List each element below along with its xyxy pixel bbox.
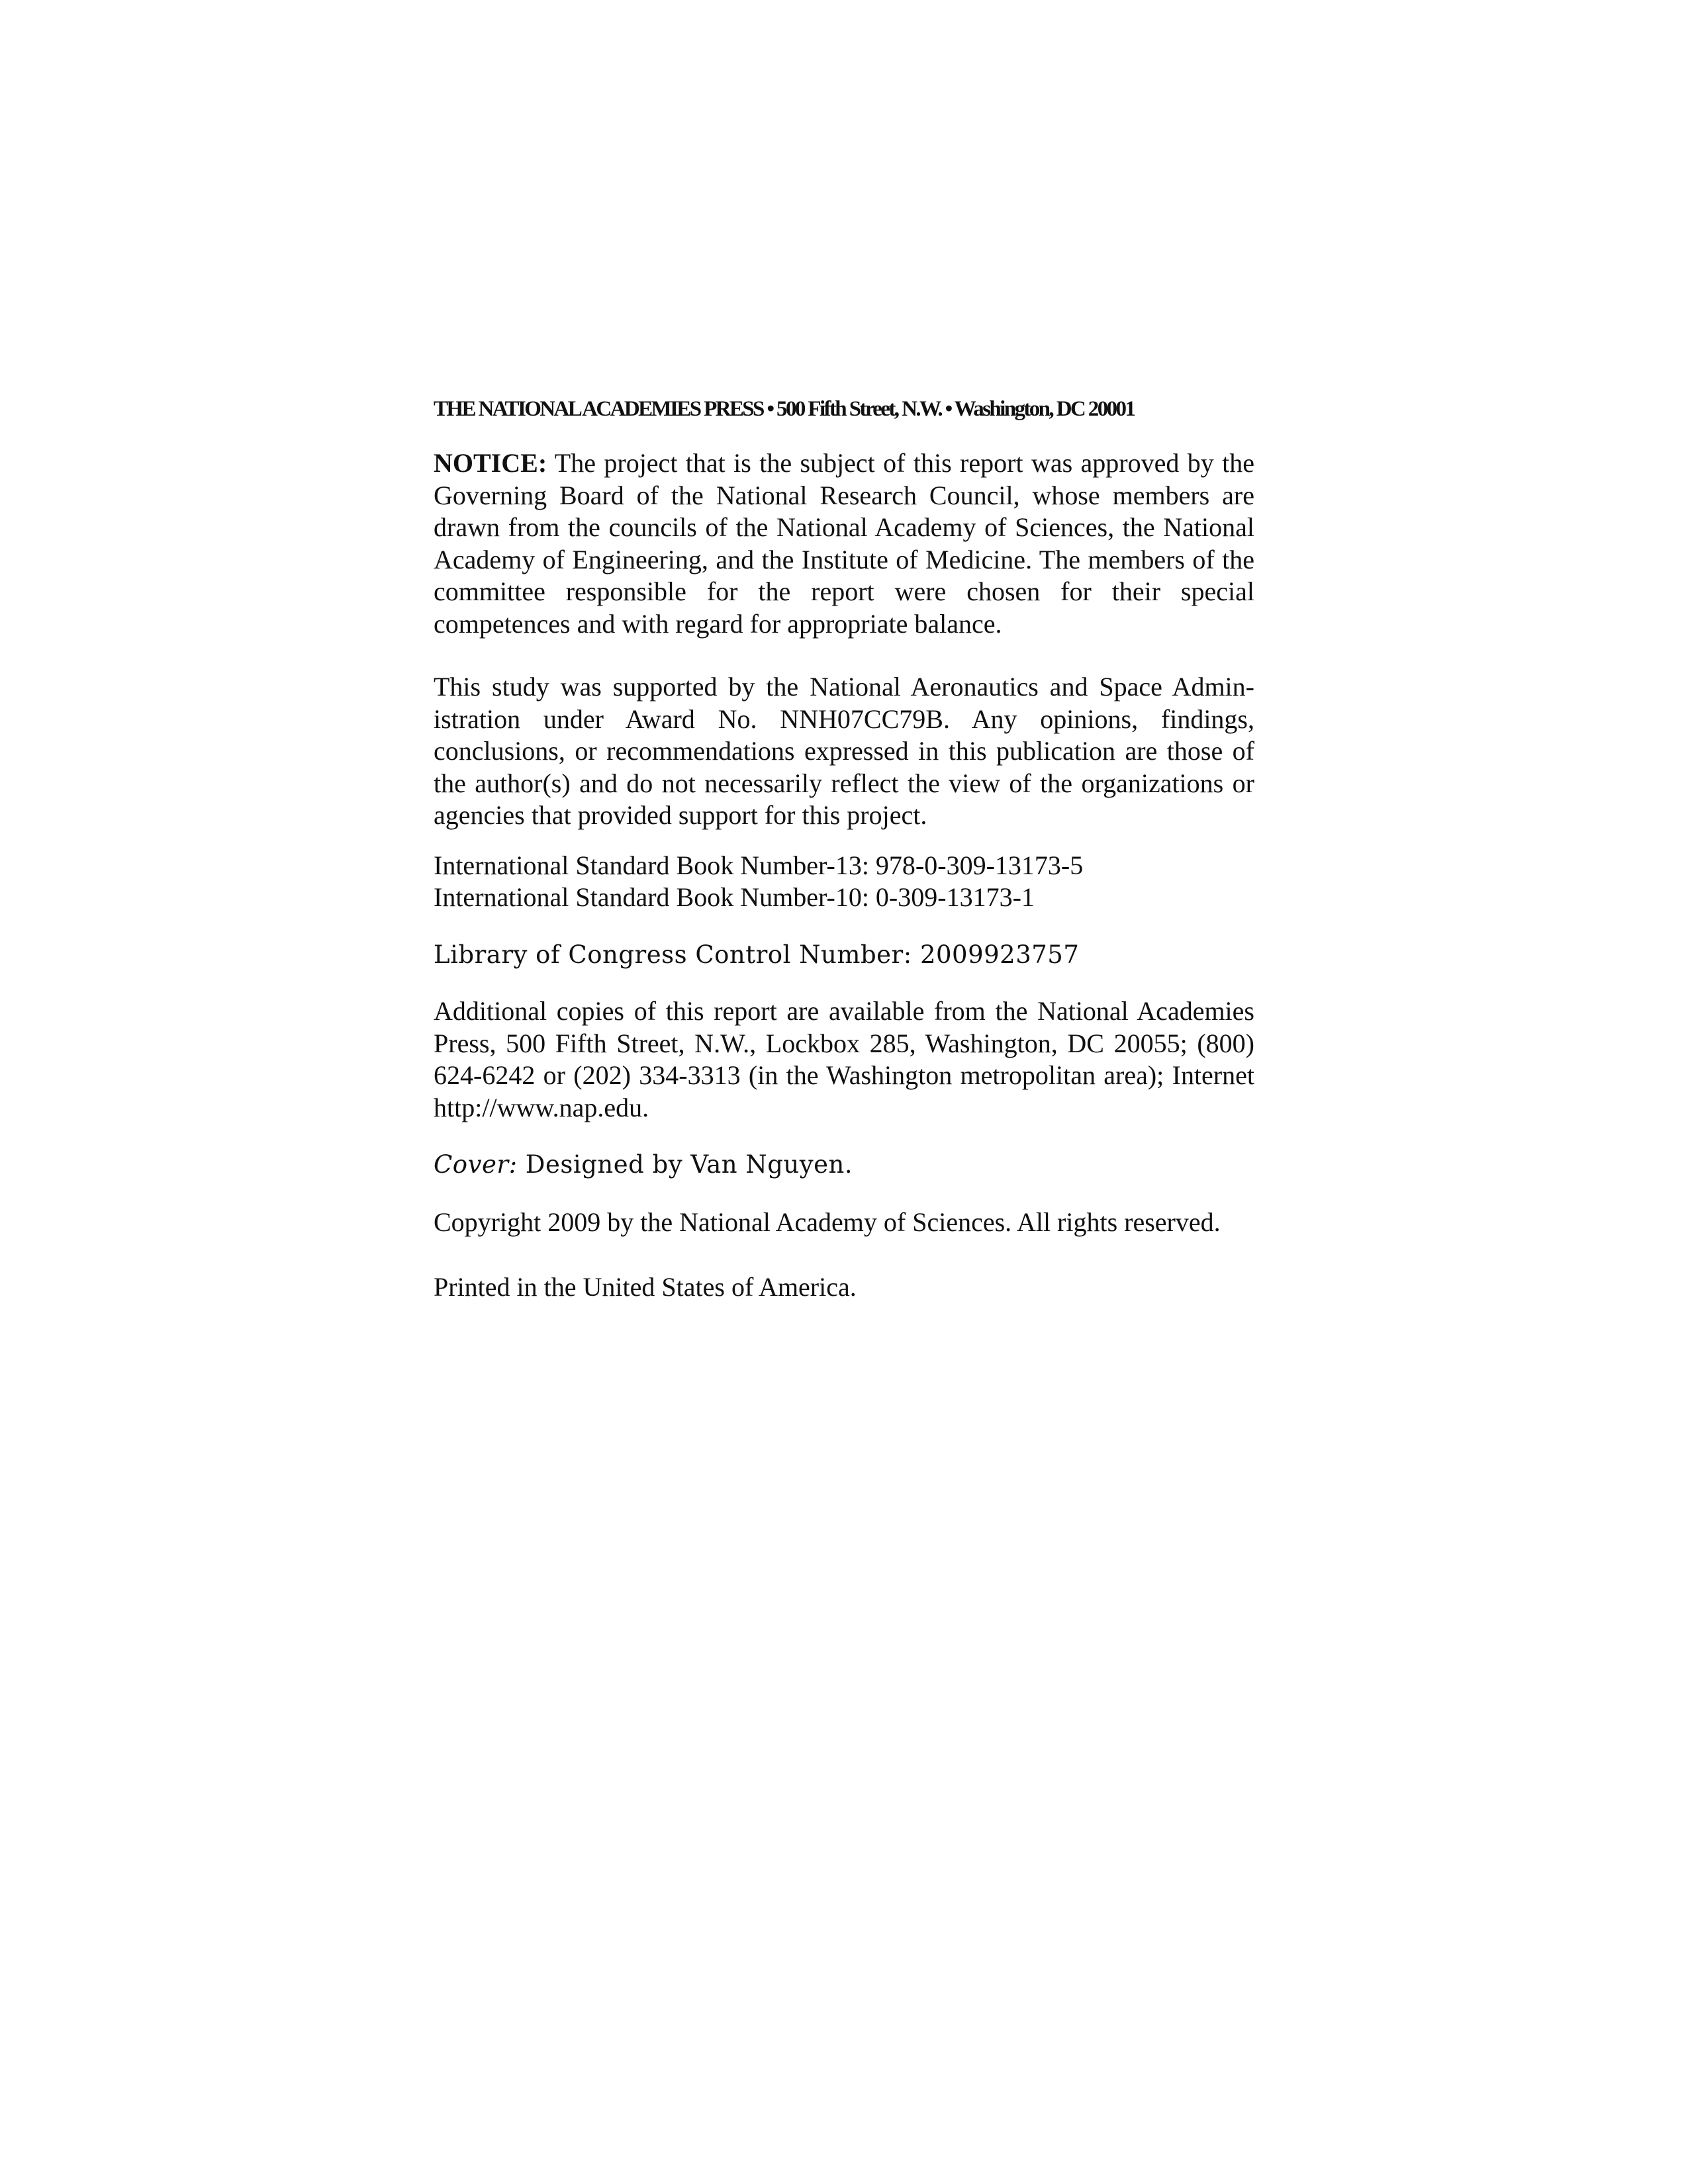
cover-text: Designed by Van Nguyen.	[517, 1150, 853, 1179]
cover-credit	[434, 1149, 1254, 1181]
press-address-header: THE NATIONAL ACADEMIES PRESS • 500 Fifth Street, N.W. • Washington, DC 20001	[434, 397, 1135, 421]
notice-label: NOTICE:	[434, 448, 547, 478]
additional-copies-paragraph: Additional copies of this report are available from the National Academies Press, 500 Fifth Street, N.W., Lockbox 285, Washington, DC 20055; (800) 624-6242 or (202) 334-3313 (in the Washington metropolitan area); Internet http://www.nap.edu.	[434, 996, 1254, 1122]
isbn-block	[434, 850, 1254, 914]
copyright-line: Copyright 2009 by the National Academy of Sciences. All rights reserved.	[434, 1206, 1221, 1237]
isbn-13: International Standard Book Number-13: 978-0-309-13173-5	[434, 850, 1084, 880]
copyright-page-content	[434, 396, 1254, 1304]
cover-label: Cover:	[434, 1150, 518, 1179]
isbn-10: International Standard Book Number-10: 0-309-13173-1	[434, 882, 1035, 912]
notice-paragraph	[434, 447, 1254, 640]
support-paragraph: This study was supported by the National Aeronautics and Space Administration under Award No. NNH07CC79B. Any opinions, findings, conclusions, or recommendations expressed in this publication are those of the author(s) and do not necessarily reflect the view of the organizations or agencies that provided support for this project.	[434, 672, 1254, 830]
notice-text: The project that is the subject of this report was approved by the Governing Board of the National Research Council, whose members are drawn from the councils of the National Academy of Sciences, the National Academy of Engineering, and the Institute of Medicine. The members of the committee responsible for the report were chosen for their special competences and with regard for appropriate balance.	[434, 448, 1254, 639]
printed-line: Printed in the United States of America.	[434, 1272, 857, 1302]
lccn-line: Library of Congress Control Number: 2009923757	[434, 940, 1080, 969]
